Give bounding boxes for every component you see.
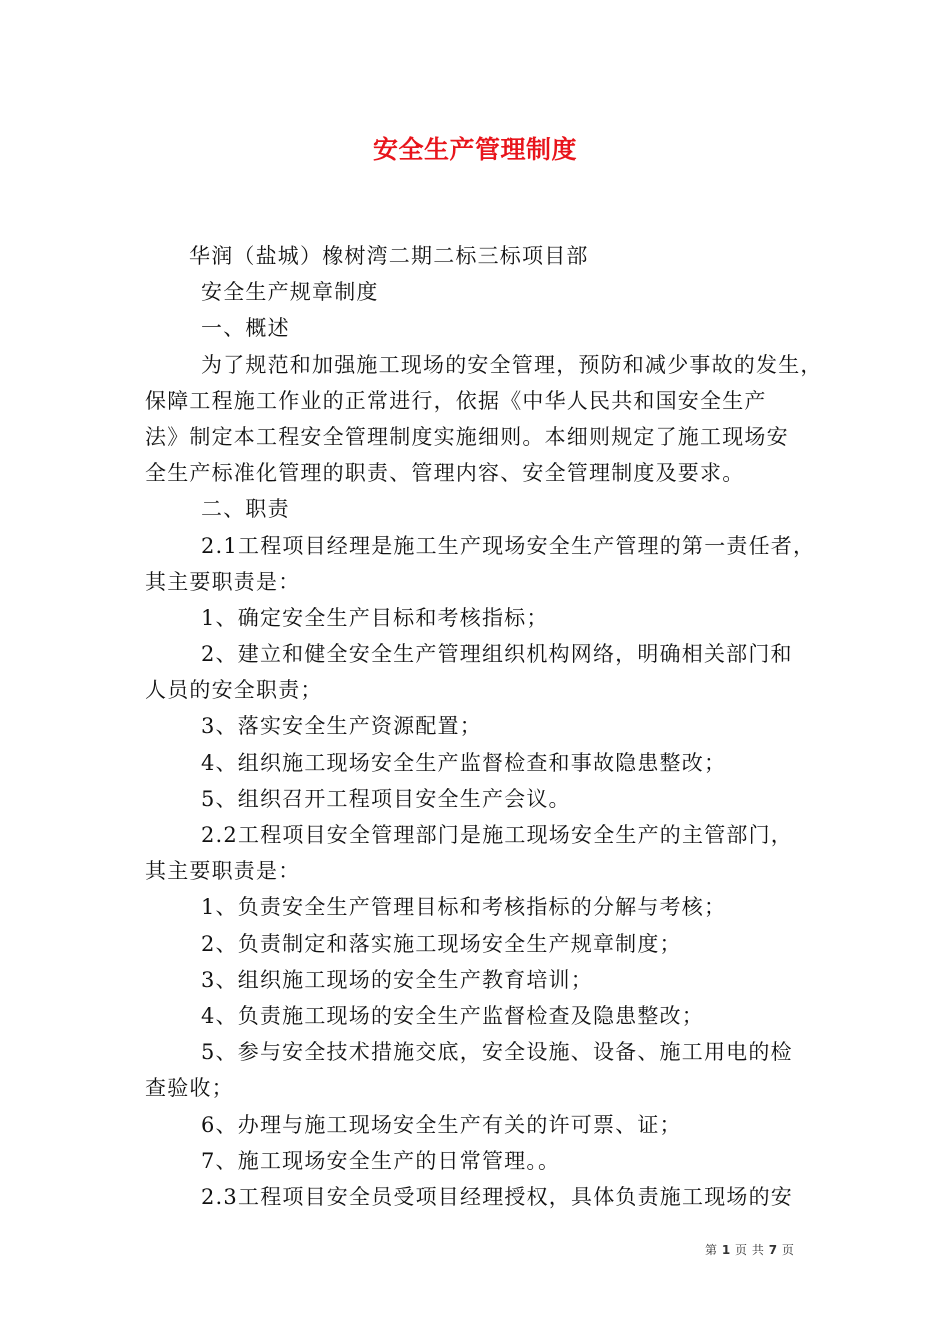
body-line: 安全生产规章制度 (201, 280, 379, 305)
list-item: 4、负责施工现场的安全生产监督检查及隐患整改； (201, 1003, 704, 1028)
body-line: 2.3工程项目安全员受项目经理授权，具体负责施工现场的安 (201, 1184, 793, 1209)
document-title: 安全生产管理制度 (372, 135, 577, 164)
body-line: 其主要职责是： (145, 569, 301, 594)
list-item: 3、落实安全生产资源配置； (201, 714, 482, 739)
body-line: 法》制定本工程安全管理制度实施细则。本细则规定了施工现场安 (145, 424, 789, 449)
footer-suffix: 页 (781, 1243, 795, 1257)
section-heading: 二、职责 (201, 497, 290, 522)
list-item: 5、参与安全技术措施交底，安全设施、设备、施工用电的检 (201, 1040, 793, 1065)
footer-middle: 页 共 (735, 1243, 765, 1257)
list-item-continuation: 查验收； (145, 1076, 234, 1101)
section-heading: 一、概述 (201, 316, 290, 341)
body-line: 全生产标准化管理的职责、管理内容、安全管理制度及要求。 (145, 461, 745, 486)
current-page-number: 1 (721, 1243, 731, 1257)
footer-prefix: 第 (705, 1243, 718, 1257)
list-item-continuation: 人员的安全职责； (145, 678, 323, 703)
list-item: 7、施工现场安全生产的日常管理。。 (201, 1148, 561, 1173)
list-item: 4、组织施工现场安全生产监督检查和事故隐患整改； (201, 750, 727, 775)
body-line: 其主要职责是： (145, 859, 301, 884)
body-line: 为了规范和加强施工现场的安全管理，预防和减少事故的发生， (201, 352, 823, 377)
body-line: 保障工程施工作业的正常进行，依据《中华人民共和国安全生产 (145, 388, 767, 413)
body-line: 2.1工程项目经理是施工生产现场安全生产管理的第一责任者， (201, 533, 816, 558)
document-body (145, 238, 823, 1215)
list-item: 2、建立和健全安全生产管理组织机构网络，明确相关部门和 (201, 642, 793, 667)
body-line: 2.2工程项目安全管理部门是施工现场安全生产的主管部门， (201, 823, 793, 847)
list-item: 5、组织召开工程项目安全生产会议。 (201, 786, 571, 811)
list-item: 1、确定安全生产目标和考核指标； (201, 605, 549, 630)
list-item: 2、负责制定和落实施工现场安全生产规章制度； (201, 931, 682, 956)
total-pages-number: 7 (768, 1243, 778, 1257)
list-item: 1、负责安全生产管理目标和考核指标的分解与考核； (201, 895, 727, 920)
list-item: 6、办理与施工现场安全生产有关的许可票、证； (201, 1112, 682, 1137)
list-item: 3、组织施工现场的安全生产教育培训； (201, 967, 593, 992)
page-number-footer (705, 1241, 794, 1258)
body-line: 华润（盐城）橡树湾二期二标三标项目部 (189, 244, 589, 268)
